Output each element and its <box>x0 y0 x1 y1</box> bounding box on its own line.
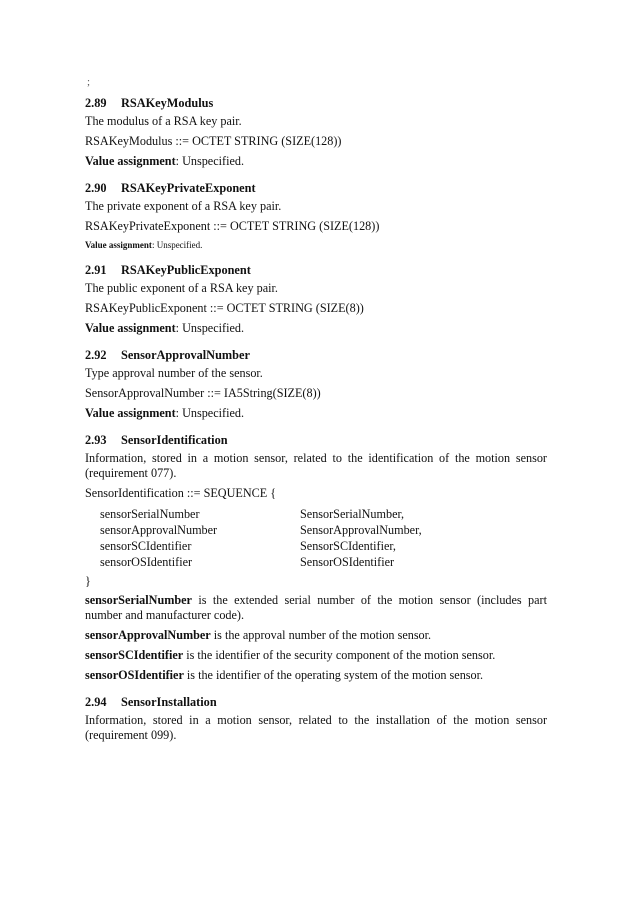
section-title: SensorApprovalNumber <box>121 348 250 362</box>
section-heading <box>85 695 547 710</box>
field-description <box>85 593 547 623</box>
value-assignment-text: : Unspecified. <box>151 240 203 250</box>
asn1-definition: RSAKeyModulus ::= OCTET STRING (SIZE(128)) <box>85 134 342 148</box>
section-2-91 <box>85 263 547 336</box>
value-assignment-text: : Unspecified. <box>175 154 245 168</box>
section-number: 2.93 <box>85 433 107 447</box>
section-description: The private exponent of a RSA key pair. <box>85 199 282 213</box>
section-number: 2.92 <box>85 348 107 362</box>
member-name: sensorOSIdentifier <box>100 554 193 569</box>
section-description: Information, stored in a motion sensor, related to the identification of the motion sensor (requirement 077). <box>85 451 547 480</box>
section-heading <box>85 433 547 448</box>
sequence-row <box>85 522 547 538</box>
section-number: 2.91 <box>85 263 107 277</box>
section-number: 2.94 <box>85 695 107 709</box>
member-name: sensorSCIdentifier <box>100 538 192 553</box>
value-assignment <box>85 154 547 169</box>
asn1-definition: RSAKeyPrivateExponent ::= OCTET STRING (SIZE(128)) <box>85 219 380 233</box>
member-type: SensorSCIdentifier, <box>300 538 396 553</box>
document-content <box>85 96 547 755</box>
sequence-row <box>85 554 547 570</box>
field-description <box>85 628 547 643</box>
section-title: RSAKeyPrivateExponent <box>121 181 256 195</box>
stray-mark: ; <box>87 76 91 88</box>
field-name: sensorApprovalNumber <box>85 628 211 642</box>
section-heading <box>85 263 547 278</box>
section-2-92 <box>85 348 547 421</box>
sequence-members <box>85 506 547 570</box>
member-name: sensorSerialNumber <box>100 506 200 521</box>
section-title: RSAKeyPublicExponent <box>121 263 251 277</box>
field-text: is the identifier of the operating system of the motion sensor. <box>183 668 484 682</box>
value-assignment-label: Value assignment <box>85 154 176 168</box>
value-assignment-text: : Unspecified. <box>175 321 245 335</box>
field-text: is the approval number of the motion sensor. <box>210 628 432 642</box>
section-2-93 <box>85 433 547 683</box>
section-heading <box>85 348 547 363</box>
field-description <box>85 668 547 683</box>
field-name: sensorOSIdentifier <box>85 668 184 682</box>
section-heading <box>85 96 547 111</box>
section-description: The modulus of a RSA key pair. <box>85 114 242 128</box>
asn1-definition: SensorApprovalNumber ::= IA5String(SIZE(8)) <box>85 386 321 400</box>
field-name: sensorSCIdentifier <box>85 648 184 662</box>
section-heading <box>85 181 547 196</box>
field-description <box>85 648 547 663</box>
value-assignment <box>85 239 547 251</box>
value-assignment-text: : Unspecified. <box>175 406 245 420</box>
member-type: SensorOSIdentifier <box>300 554 395 569</box>
member-name: sensorApprovalNumber <box>100 522 218 537</box>
asn1-definition-open: SensorIdentification ::= SEQUENCE { <box>85 486 277 500</box>
value-assignment-label: Value assignment <box>85 321 176 335</box>
section-number: 2.90 <box>85 181 107 195</box>
field-name: sensorSerialNumber <box>85 593 192 607</box>
section-2-94 <box>85 695 547 743</box>
field-text: is the extended serial number of the motion sensor (includes part number and manufacturer code). <box>85 593 547 622</box>
asn1-definition: RSAKeyPublicExponent ::= OCTET STRING (SIZE(8)) <box>85 301 364 315</box>
section-description: Information, stored in a motion sensor, related to the installation of the motion sensor (requirement 099). <box>85 713 547 742</box>
section-2-90 <box>85 181 547 251</box>
sequence-row <box>85 538 547 554</box>
value-assignment <box>85 406 547 421</box>
section-2-89 <box>85 96 547 169</box>
field-text: is the identifier of the security component of the motion sensor. <box>183 648 496 662</box>
member-type: SensorApprovalNumber, <box>300 522 422 537</box>
value-assignment <box>85 321 547 336</box>
section-number: 2.89 <box>85 96 107 110</box>
section-description: The public exponent of a RSA key pair. <box>85 281 278 295</box>
section-title: SensorIdentification <box>121 433 228 447</box>
member-type: SensorSerialNumber, <box>300 506 405 521</box>
section-description: Type approval number of the sensor. <box>85 366 263 380</box>
sequence-row <box>85 506 547 522</box>
value-assignment-label: Value assignment <box>85 240 152 250</box>
asn1-definition-close: } <box>85 574 91 588</box>
value-assignment-label: Value assignment <box>85 406 176 420</box>
section-title: SensorInstallation <box>121 695 217 709</box>
section-title: RSAKeyModulus <box>121 96 214 110</box>
